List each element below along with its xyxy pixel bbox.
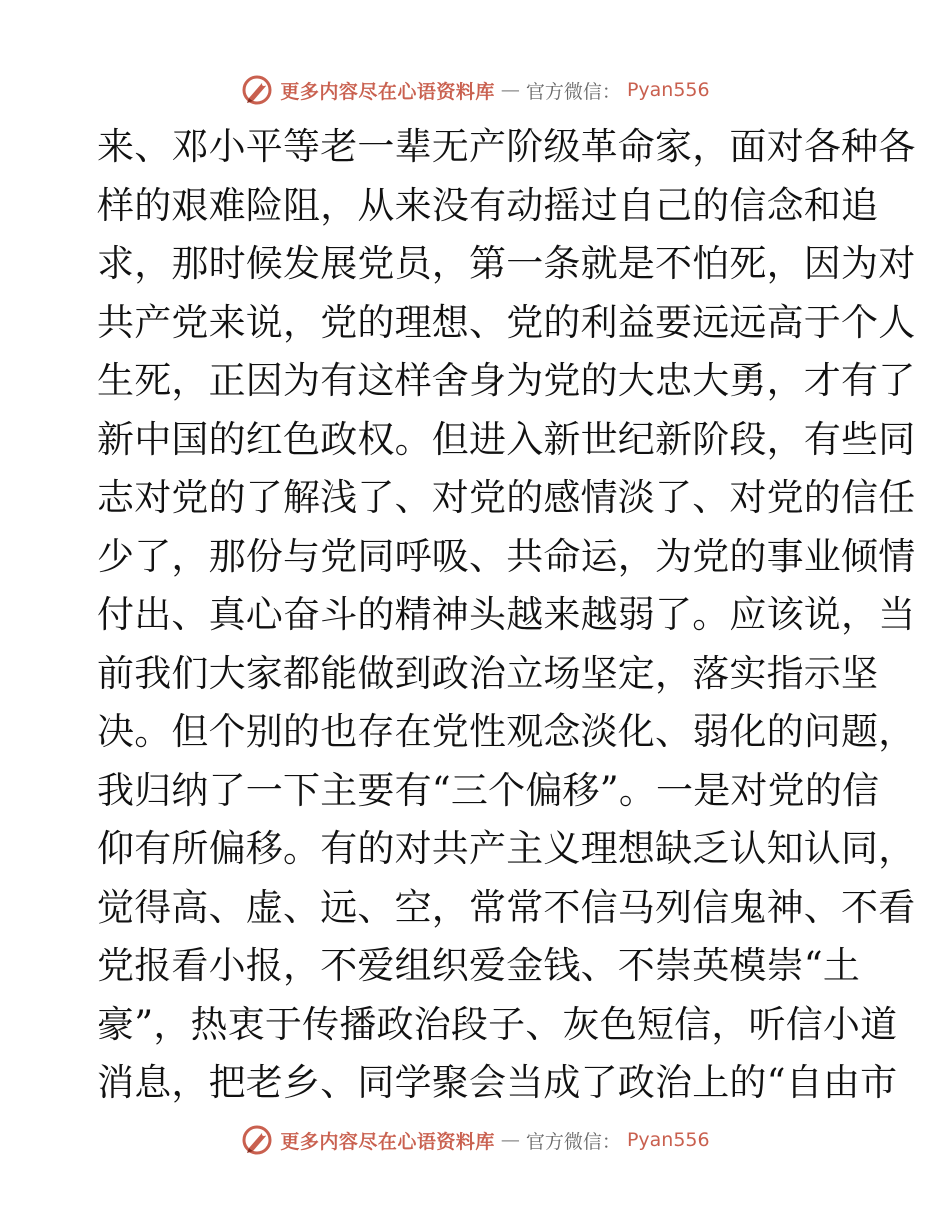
text-line: 新中国的红色政权。但进入新世纪新阶段，有些同 [97, 417, 916, 461]
footer-separator: — [500, 1129, 520, 1151]
text-line: 消息，把老乡、同学聚会当成了政治上的“自由市 [97, 1061, 898, 1104]
footer-banner [0, 1120, 950, 1160]
text-line: 志对党的了解浅了、对党的感情淡了、对党的信任 [97, 476, 916, 519]
text-line: 党报看小报，不爱组织爱金钱、不崇英模崇“土 [97, 944, 861, 987]
header-wechat-label: 官方微信： [525, 80, 621, 103]
footer-wechat-id: Pyan556 [626, 1129, 710, 1151]
document-body [97, 118, 916, 1113]
text-line: 仰有所偏移。有的对共产主义理想缺乏认知认同， [97, 827, 916, 870]
header-separator: — [500, 79, 520, 101]
text-line: 付出、真心奋斗的精神头越来越弱了。应该说，当 [97, 593, 916, 636]
pen-logo-icon [240, 1123, 274, 1157]
header-wechat-id: Pyan556 [626, 79, 710, 101]
text-line: 决。但个别的也存在党性观念淡化、弱化的问题， [97, 710, 916, 753]
text-line: 豪”，热衷于传播政治段子、灰色短信，听信小道 [97, 1002, 898, 1046]
header-banner [0, 70, 950, 110]
text-line: 样的艰难险阻，从来没有动摇过自己的信念和追 [97, 183, 879, 227]
text-line: 共产党来说，党的理想、党的利益要远远高于个人 [97, 300, 916, 344]
text-line: 少了，那份与党同呼吸、共命运，为党的事业倾情 [97, 534, 916, 578]
header-brand-text: 更多内容尽在心语资料库 [280, 80, 495, 103]
text-line: 生死，正因为有这样舍身为党的大忠大勇，才有了 [97, 359, 916, 402]
text-line: 我归纳了一下主要有“三个偏移”。一是对党的信 [97, 768, 880, 812]
text-line: 来、邓小平等老一辈无产阶级革命家，面对各种各 [97, 125, 916, 168]
text-line: 觉得高、虚、远、空，常常不信马列信鬼神、不看 [97, 885, 916, 929]
footer-wechat-label: 官方微信： [525, 1130, 621, 1153]
pen-logo-icon [240, 73, 274, 107]
text-line: 前我们大家都能做到政治立场坚定，落实指示坚 [97, 651, 879, 695]
footer-brand-text: 更多内容尽在心语资料库 [280, 1130, 495, 1153]
text-line: 求，那时候发展党员，第一条就是不怕死，因为对 [97, 242, 916, 285]
